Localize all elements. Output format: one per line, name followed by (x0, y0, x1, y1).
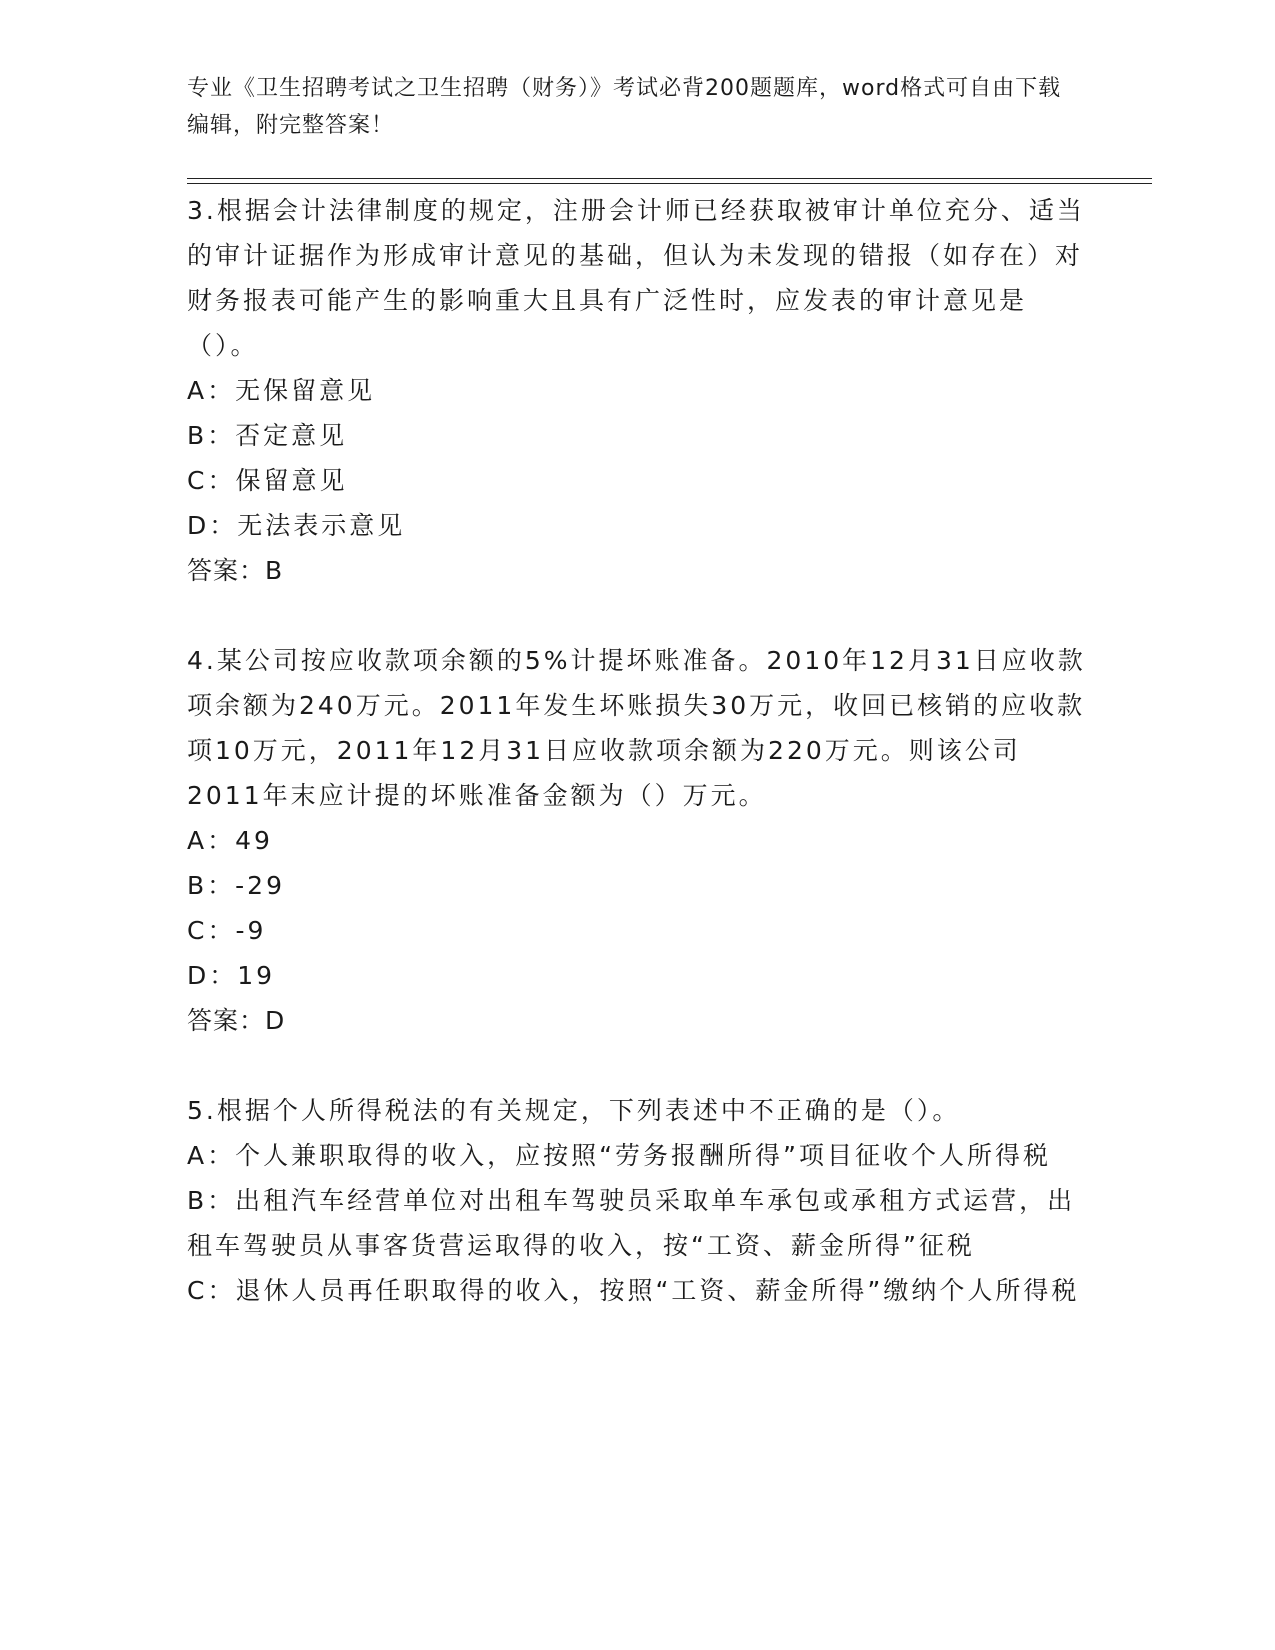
question-gap (187, 1043, 1087, 1088)
option-a: A：无保留意见 (187, 376, 376, 405)
option-b: B：-29 (187, 871, 285, 900)
header-divider-bottom (187, 183, 1152, 184)
option-c: C：保留意见 (187, 466, 348, 495)
option-b: B：否定意见 (187, 421, 348, 450)
option-c: C：退休人员再任职取得的收入，按照“工资、薪金所得”缴纳个人所得税 (187, 1276, 1080, 1305)
option-d: D：无法表示意见 (187, 511, 406, 540)
option-c: C：-9 (187, 916, 267, 945)
question-4 (187, 638, 1087, 1043)
question-3 (187, 188, 1087, 593)
document-header: 专业《卫生招聘考试之卫生招聘（财务）》考试必背200题题库，word格式可自由下载编辑，附完整答案！ (187, 76, 1062, 138)
answer: 答案：B (187, 556, 284, 585)
option-a: A：49 (187, 826, 273, 855)
question-text: 3.根据会计法律制度的规定，注册会计师已经获取被审计单位充分、适当的审计证据作为形成审计意见的基础，但认为未发现的错报（如存在）对财务报表可能产生的影响重大且具有广泛性时，应发表的审计意见是（）。 (187, 196, 1085, 360)
answer: 答案：D (187, 1006, 286, 1035)
option-a: A：个人兼职取得的收入，应按照“劳务报酬所得”项目征收个人所得税 (187, 1141, 1052, 1170)
question-5 (187, 1088, 1087, 1313)
question-text: 4.某公司按应收款项余额的5%计提坏账准备。2010年12月31日应收款项余额为240万元。2011年发生坏账损失30万元，收回已核销的应收款项10万元，2011年12月31日应收款项余额为220万元。则该公司2011年末应计提的坏账准备金额为（）万元。 (187, 646, 1086, 810)
question-list (187, 188, 1087, 1313)
header-divider-top (187, 178, 1152, 179)
option-b: B：出租汽车经营单位对出租车驾驶员采取单车承包或承租方式运营，出租车驾驶员从事客货营运取得的收入，按“工资、薪金所得”征税 (187, 1186, 1076, 1260)
question-text: 5.根据个人所得税法的有关规定，下列表述中不正确的是（）。 (187, 1096, 961, 1125)
option-d: D：19 (187, 961, 276, 990)
question-gap (187, 593, 1087, 638)
